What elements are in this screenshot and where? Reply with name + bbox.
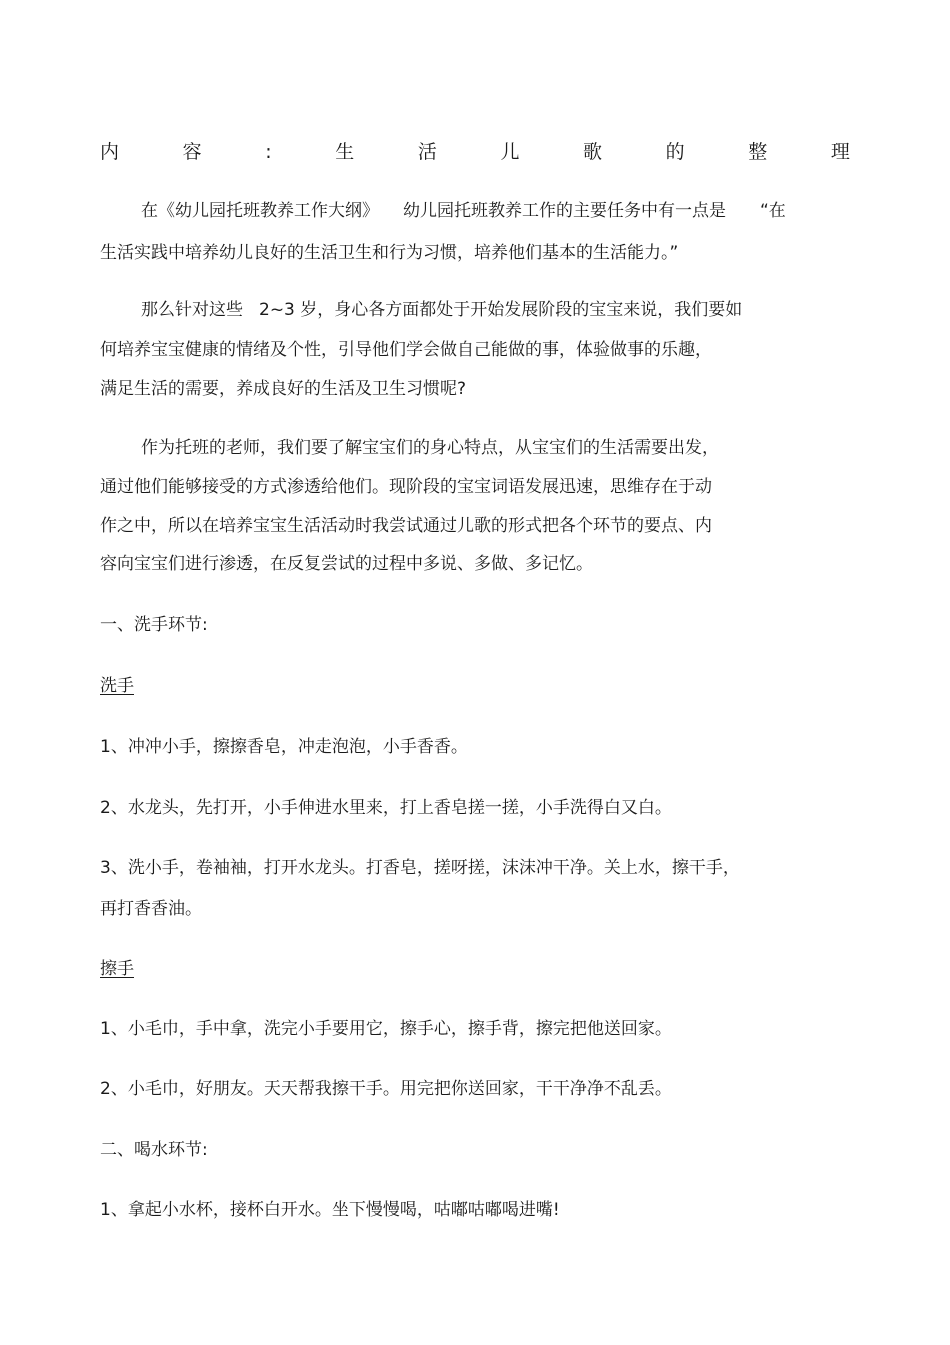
paragraph-3-line-3: 作之中，所以在培养宝宝生活活动时我尝试通过儿歌的形式把各个环节的要点、内 xyxy=(100,516,712,536)
list-item: 1、冲冲小手，擦擦香皂，冲走泡泡，小手香香。 xyxy=(100,737,468,757)
text-span: 那么针对这些 xyxy=(141,300,243,320)
paragraph-3-line-1: 作为托班的老师，我们要了解宝宝们的身心特点，从宝宝们的生活需要出发， xyxy=(141,438,719,458)
title-char: 容 xyxy=(182,141,202,163)
paragraph-1-line-2: 生活实践中培养幼儿良好的生活卫生和行为习惯，培养他们基本的生活能力。” xyxy=(100,243,679,263)
title-char: : xyxy=(265,141,272,163)
text-span: 幼儿园托班教养工作的主要任务中有一点是 xyxy=(403,201,726,221)
subheading-dry-hands: 擦手 xyxy=(100,959,134,979)
title-char: 内 xyxy=(100,141,120,163)
paragraph-2-line-1 xyxy=(141,298,742,322)
paragraph-1-line-1 xyxy=(141,199,851,223)
paragraph-3-line-4: 容向宝宝们进行渗透，在反复尝试的过程中多说、多做、多记忆。 xyxy=(100,554,593,574)
subheading-wash-hands: 洗手 xyxy=(100,676,134,696)
title-char: 活 xyxy=(417,141,437,163)
paragraph-2-line-3: 满足生活的需要，养成良好的生活及卫生习惯呢? xyxy=(100,379,467,399)
list-item-continuation: 再打香香油。 xyxy=(100,899,202,919)
list-item: 2、小毛巾，好朋友。天天帮我擦干手。用完把你送回家，干干净净不乱丢。 xyxy=(100,1079,672,1099)
list-item: 3、洗小手，卷袖袖，打开水龙头。打香皂，搓呀搓，沫沫冲干净。关上水，擦干手， xyxy=(100,858,740,878)
list-item: 1、拿起小水杯，接杯白开水。坐下慢慢喝，咕嘟咕嘟喝进嘴! xyxy=(100,1200,560,1220)
title-char: 的 xyxy=(665,141,685,163)
document-title xyxy=(100,139,850,165)
title-char: 歌 xyxy=(583,141,603,163)
text-span: 2~3 岁，身心各方面都处于开始发展阶段的宝宝来说，我们要如 xyxy=(259,300,743,320)
title-char: 生 xyxy=(335,141,355,163)
list-item: 2、水龙头，先打开，小手伸进水里来，打上香皂搓一搓，小手洗得白又白。 xyxy=(100,798,672,818)
text-span: “在 xyxy=(760,201,786,221)
text-span: 在《幼儿园托班教养工作大纲》 xyxy=(141,201,379,221)
list-item: 1、小毛巾，手中拿，洗完小手要用它，擦手心，擦手背，擦完把他送回家。 xyxy=(100,1019,672,1039)
section-2-heading: 二、喝水环节: xyxy=(100,1140,208,1160)
title-char: 儿 xyxy=(500,141,520,163)
title-char: 理 xyxy=(830,141,850,163)
paragraph-2-line-2: 何培养宝宝健康的情绪及个性，引导他们学会做自己能做的事，体验做事的乐趣， xyxy=(100,340,712,360)
section-1-heading: 一、洗手环节: xyxy=(100,615,208,635)
title-char: 整 xyxy=(748,141,768,163)
paragraph-3-line-2: 通过他们能够接受的方式渗透给他们。现阶段的宝宝词语发展迅速，思维存在于动 xyxy=(100,477,712,497)
